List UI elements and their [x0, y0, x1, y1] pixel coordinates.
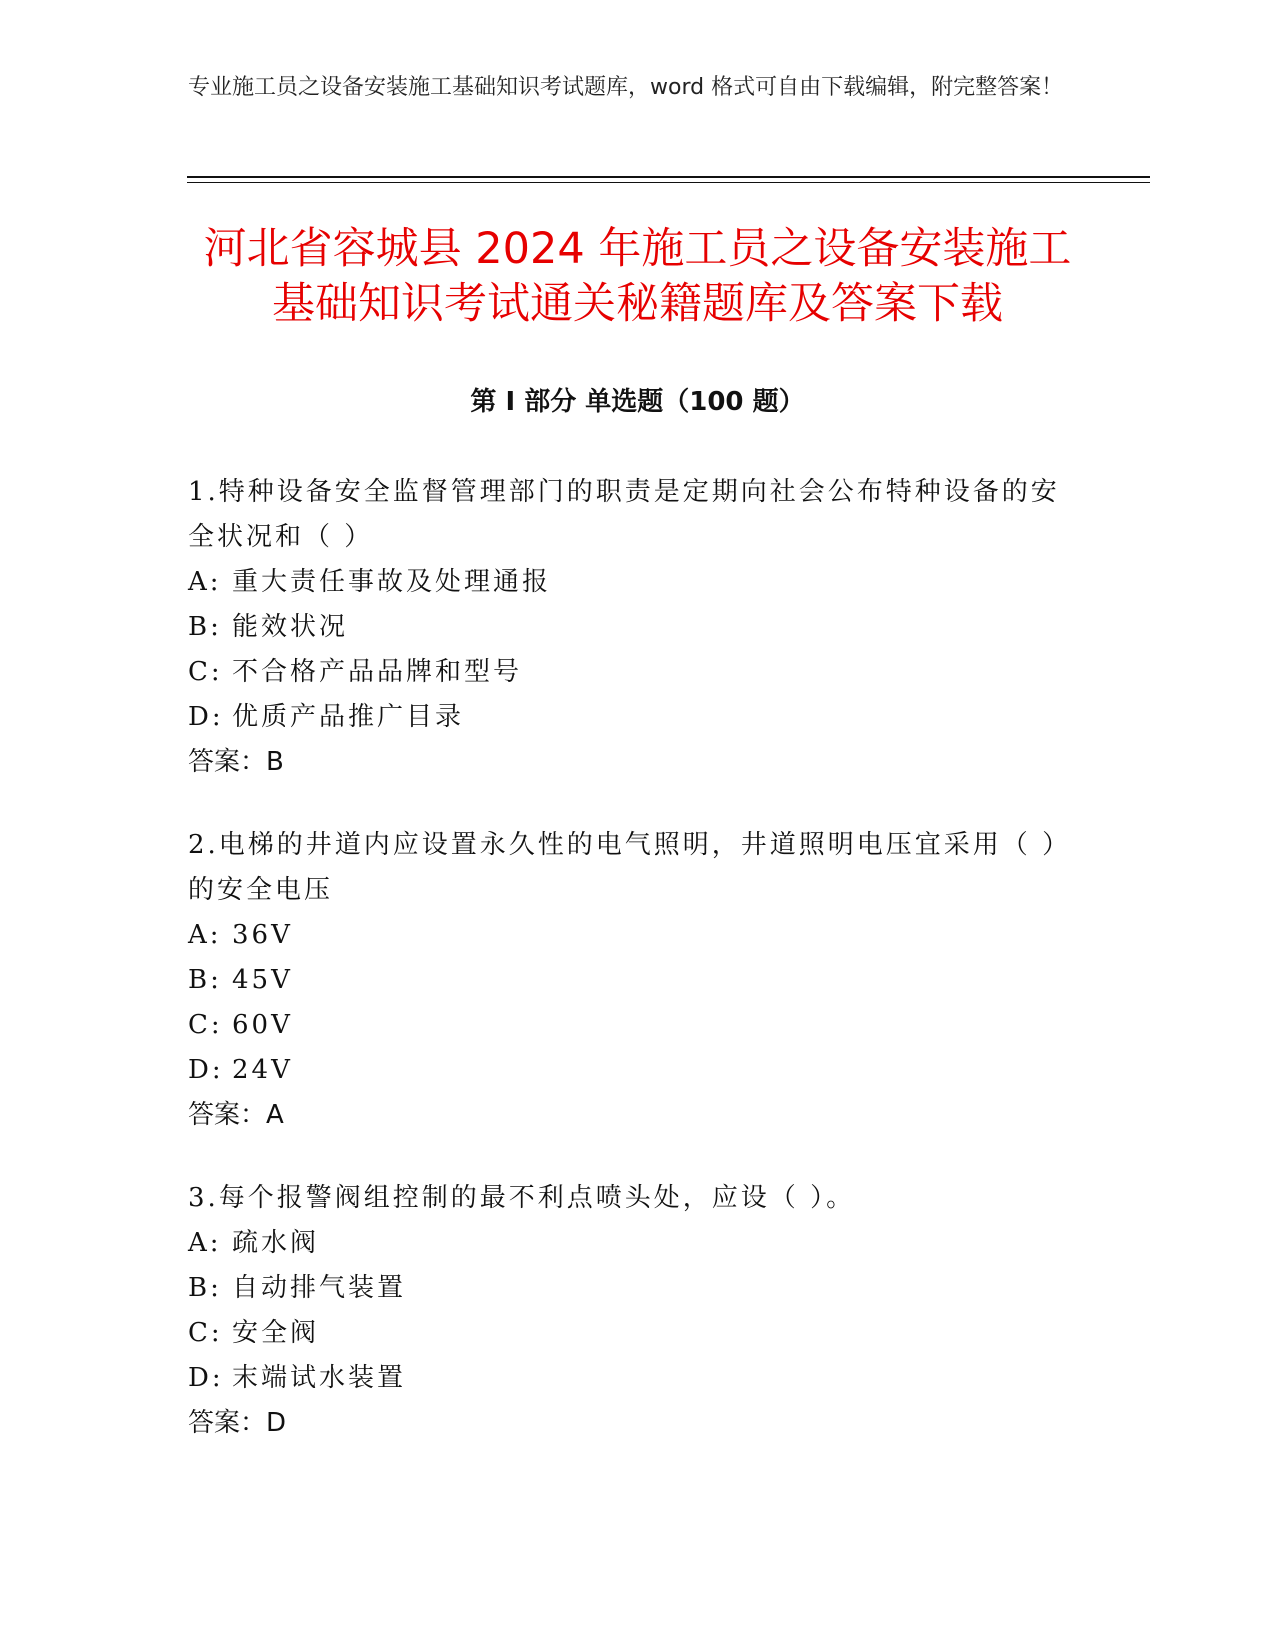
- option-text: 疏水阀: [232, 1228, 320, 1258]
- question-3: [188, 1176, 1068, 1446]
- title-line-2: 基础知识考试通关秘籍题库及答案下载: [272, 279, 1003, 329]
- option-letter: D:: [188, 1055, 224, 1085]
- header-note: 专业施工员之设备安装施工基础知识考试题库，word 格式可自由下载编辑，附完整答案！: [188, 75, 1064, 100]
- option-text: 自动排气装置: [232, 1273, 407, 1303]
- title-line-1: 河北省容城县 2024 年施工员之设备安装施工: [203, 224, 1072, 274]
- option-text: 重大责任事故及处理通报: [232, 567, 552, 597]
- option-letter: C:: [188, 657, 223, 687]
- option-text: 60V: [232, 1010, 293, 1040]
- question-stem: 2.电梯的井道内应设置永久性的电气照明，井道照明电压宜采用（ ）的安全电压: [188, 830, 1059, 905]
- option-letter: D:: [188, 702, 224, 732]
- option-letter: A:: [188, 567, 222, 597]
- option-letter: B:: [188, 965, 222, 995]
- option-letter: A:: [188, 1228, 222, 1258]
- option-c: [188, 1003, 1068, 1048]
- option-letter: B:: [188, 1273, 222, 1303]
- answer-line: 答案：D: [188, 1408, 287, 1438]
- option-text: 末端试水装置: [232, 1363, 407, 1393]
- option-b: [188, 958, 1068, 1003]
- header-divider-thick: [187, 176, 1150, 178]
- option-d: [188, 1048, 1068, 1093]
- section-heading: 第 I 部分 单选题（100 题）: [470, 387, 805, 417]
- option-text: 45V: [232, 965, 293, 995]
- option-text: 不合格产品品牌和型号: [232, 657, 523, 687]
- option-text: 优质产品推广目录: [232, 702, 465, 732]
- option-letter: D:: [188, 1363, 224, 1393]
- option-a: [188, 1221, 1068, 1266]
- option-letter: A:: [188, 920, 222, 950]
- question-1: [188, 470, 1068, 785]
- option-d: [188, 695, 1068, 740]
- option-letter: B:: [188, 612, 222, 642]
- question-2: [188, 823, 1068, 1138]
- option-c: [188, 1311, 1068, 1356]
- option-b: [188, 1266, 1068, 1311]
- option-text: 36V: [232, 920, 293, 950]
- document-title: [150, 222, 1125, 332]
- option-text: 安全阀: [232, 1318, 320, 1348]
- option-text: 24V: [232, 1055, 293, 1085]
- answer-line: 答案：B: [188, 747, 284, 777]
- option-b: [188, 605, 1068, 650]
- option-a: [188, 913, 1068, 958]
- option-letter: C:: [188, 1010, 223, 1040]
- question-list: [188, 470, 1068, 1484]
- option-letter: C:: [188, 1318, 223, 1348]
- header-divider-thin: [187, 182, 1150, 183]
- option-d: [188, 1356, 1068, 1401]
- answer-line: 答案：A: [188, 1100, 284, 1130]
- question-stem: 3.每个报警阀组控制的最不利点喷头处，应设（ ）。: [188, 1183, 856, 1213]
- option-a: [188, 560, 1068, 605]
- option-text: 能效状况: [232, 612, 349, 642]
- question-stem: 1.特种设备安全监督管理部门的职责是定期向社会公布特种设备的安全状况和（ ）: [188, 477, 1060, 552]
- option-c: [188, 650, 1068, 695]
